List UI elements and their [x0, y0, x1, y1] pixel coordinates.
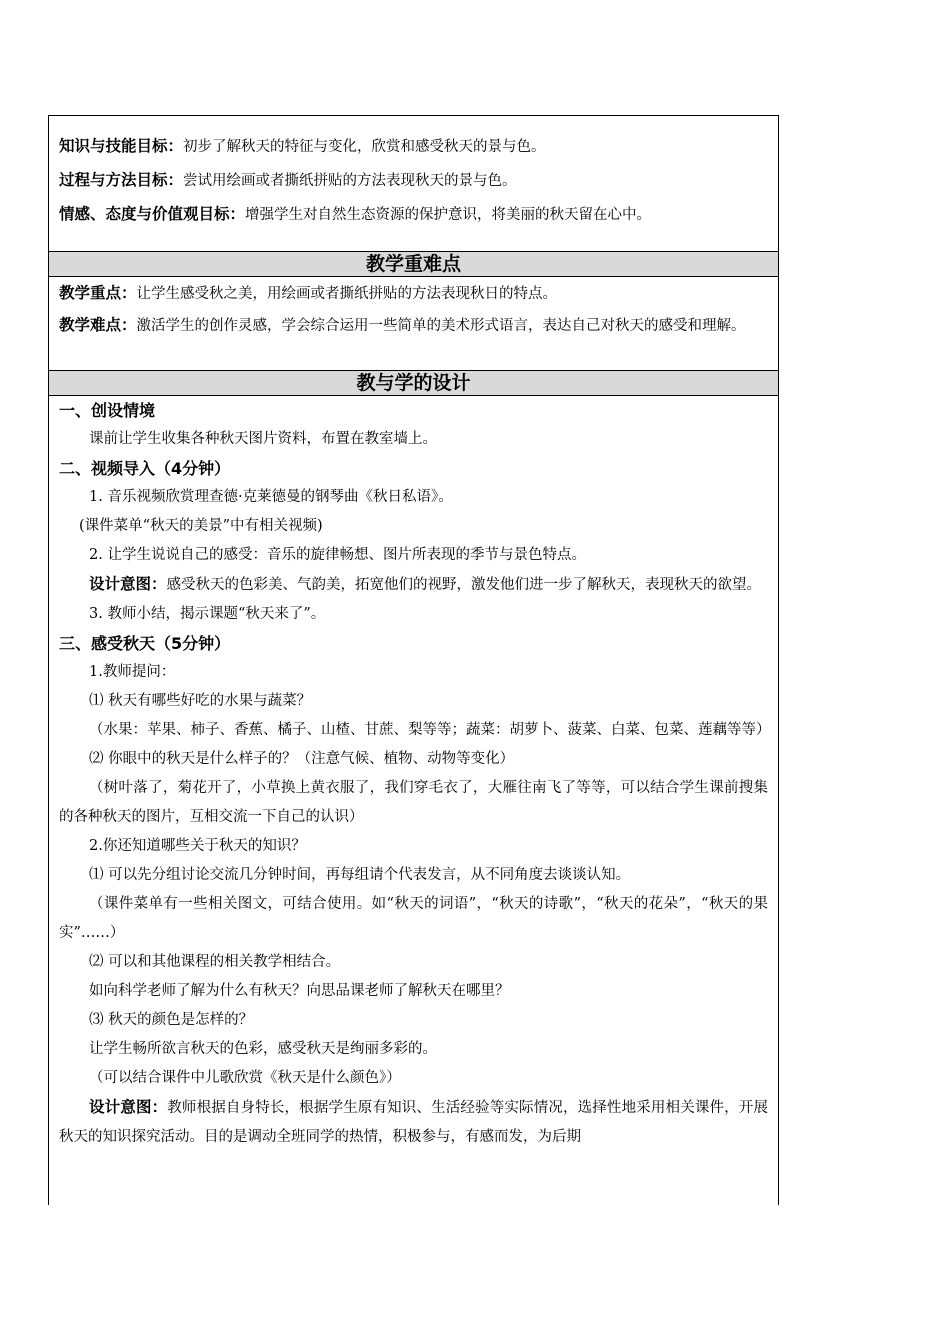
design-header: 教与学的设计	[49, 371, 778, 396]
section-title: 三、感受秋天（5分钟）	[59, 634, 231, 653]
paragraph: (课件菜单“秋天的美景”中有相关视频)	[79, 518, 323, 534]
paragraph: ⑴ 秋天有哪些好吃的水果与蔬菜？	[89, 693, 312, 709]
design-intent	[59, 1093, 768, 1152]
intent-label: 设计意图：	[89, 575, 167, 593]
objective-text: 尝试用绘画或者撕纸拼贴的方法表现秋天的景与色。	[183, 173, 517, 189]
objective-knowledge	[59, 130, 768, 164]
paragraph: （可以结合课件中儿歌欣赏《秋天是什么颜色》）	[89, 1070, 401, 1086]
paragraph: ⑵ 你眼中的秋天是什么样子的？（注意气候、植物、动物等变化）	[89, 751, 515, 767]
objective-process	[59, 164, 768, 198]
paragraph: （水果：苹果、柿子、香蕉、橘子、山楂、甘蔗、梨等等；蔬菜：胡萝卜、菠菜、白菜、包菜、莲藕等等）	[89, 722, 771, 738]
lesson-plan-table	[48, 115, 779, 1205]
paragraph: 1.教师提问：	[89, 664, 176, 680]
objective-label: 知识与技能目标：	[59, 137, 184, 155]
teaching-difficulty	[59, 311, 768, 341]
key-points-header: 教学重难点	[49, 252, 778, 277]
focus-label: 教学重点：	[59, 284, 137, 302]
intent-text: 教师根据自身特长，根据学生原有知识、生活经验等实际情况，选择性地采用相关课件，开展秋天的知识探究活动。目的是调动全班同学的热情，积极参与，有感而发，为后期	[59, 1100, 768, 1145]
section-title: 一、创设情境	[59, 401, 156, 420]
focus-text: 让学生感受秋之美，用绘画或者撕纸拼贴的方法表现秋日的特点。	[136, 286, 558, 302]
design-intent	[59, 570, 768, 600]
difficulty-text: 激活学生的创作灵感，学会综合运用一些简单的美术形式语言，表达自己对秋天的感受和理解。	[136, 318, 746, 334]
paragraph: 如向科学老师了解为什么有秋天？向思品课老师了解秋天在哪里？	[89, 983, 510, 999]
paragraph: 让学生畅所欲言秋天的色彩，感受秋天是绚丽多彩的。	[89, 1041, 437, 1057]
objective-text: 增强学生对自然生态资源的保护意识，将美丽的秋天留在心中。	[245, 207, 652, 223]
paragraph: ⑶ 秋天的颜色是怎样的？	[89, 1012, 254, 1028]
intent-label: 设计意图：	[89, 1098, 168, 1116]
objective-text: 初步了解秋天的特征与变化，欣赏和感受秋天的景与色。	[183, 139, 546, 155]
objective-label: 过程与方法目标：	[59, 171, 184, 189]
section-title: 二、视频导入（4分钟）	[59, 459, 231, 478]
paragraph: 3. 教师小结，揭示课题“秋天来了”。	[89, 606, 326, 622]
paragraph: （课件菜单有一些相关图文，可结合使用。如“秋天的词语”，“秋天的诗歌”，“秋天的花朵”，“秋天的果实”……）	[59, 896, 768, 941]
design-cell	[49, 396, 778, 1205]
paragraph: 2.你还知道哪些关于秋天的知识？	[89, 838, 306, 854]
intent-text: 感受秋天的色彩美、气韵美，拓宽他们的视野，激发他们进一步了解秋天，表现秋天的欲望。	[166, 577, 762, 593]
teaching-focus	[59, 279, 768, 309]
paragraph: ⑴ 可以先分组讨论交流几分钟时间，再每组请个代表发言，从不同角度去谈谈认知。	[89, 867, 631, 883]
paragraph: ⑵ 可以和其他课程的相关教学相结合。	[89, 954, 341, 970]
paragraph: （树叶落了，菊花开了，小草换上黄衣服了，我们穿毛衣了，大雁往南飞了等等，可以结合学生课前搜集的各种秋天的图片，互相交流一下自己的认识）	[59, 780, 768, 825]
paragraph: 2. 让学生说说自己的感受：音乐的旋律畅想、图片所表现的季节与景色特点。	[89, 547, 586, 563]
difficulty-label: 教学难点：	[59, 316, 137, 334]
objective-emotion	[59, 198, 768, 232]
objective-label: 情感、态度与价值观目标：	[59, 205, 246, 223]
key-points-cell	[49, 277, 778, 371]
objectives-cell	[49, 116, 778, 252]
paragraph: 1. 音乐视频欣赏理查德·克莱德曼的钢琴曲《秋日私语》。	[89, 489, 453, 505]
paragraph: 课前让学生收集各种秋天图片资料，布置在教室墙上。	[89, 431, 437, 447]
